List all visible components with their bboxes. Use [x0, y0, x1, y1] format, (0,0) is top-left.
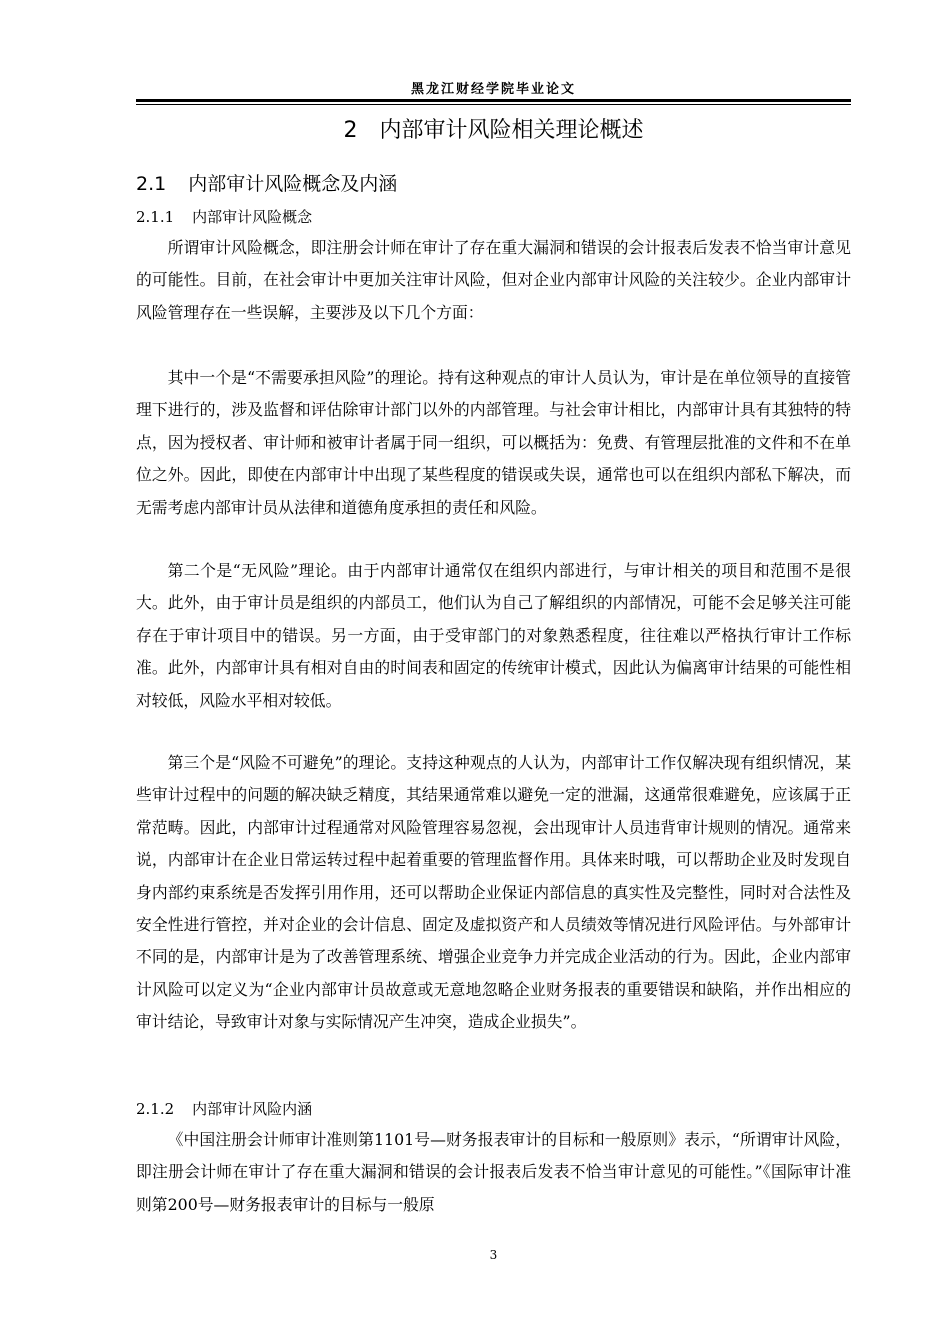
subsection-number: 2.1.1 — [136, 208, 175, 226]
header-rule-thin — [136, 104, 851, 105]
paragraph-no-risk-bearing-theory: 其中一个是“不需要承担风险”的理论。持有这种观点的审计人员认为，审计是在单位领导的直接管理下进行的，涉及监督和评估除审计部门以外的内部管理。与社会审计相比，内部审计具有其独特的特点，因为授权者、审计师和被审计者属于同一组织，可以概括为：免费、有管理层批准的文件和不在单位之外。因此，即使在内部审计中出现了某些程度的错误或失误，通常也可以在组织内部私下解决，而无需考虑内部审计员从法律和道德角度承担的责任和风险。 — [136, 368, 851, 517]
paragraph-audit-standards: 《中国注册会计师审计准则第1101号—财务报表审计的目标和一般原则》表示，“所谓审计风险，即注册会计师在审计了存在重大漏洞和错误的会计报表后发表不恰当审计意见的可能性。”《国际审计准则第200号—财务报表审计的目标与一般原 — [136, 1130, 851, 1214]
chapter-number: 2 — [343, 118, 358, 143]
subsection-title: 内部审计风险概念 — [192, 208, 313, 226]
section-heading-2-1 — [136, 170, 397, 198]
chapter-title: 内部审计风险相关理论概述 — [379, 118, 644, 143]
page-number: 3 — [489, 1248, 498, 1262]
header-rule-thick — [136, 99, 851, 102]
subsection-title: 内部审计风险内涵 — [192, 1100, 313, 1118]
running-header: 黑龙江财经学院毕业论文 — [410, 82, 576, 97]
subsection-number: 2.1.2 — [136, 1100, 175, 1118]
paragraph-risk-unavoidable-theory: 第三个是“风险不可避免”的理论。支持这种观点的人认为，内部审计工作仅解决现有组织情况，某些审计过程中的问题的解决缺乏精度，其结果通常难以避免一定的泄漏，这通常很难避免，应该属于正常范畴。因此，内部审计过程通常对风险管理容易忽视，会出现审计人员违背审计规则的情况。通常来说，内部审计在企业日常运转过程中起着重要的管理监督作用。具体来时哦，可以帮助企业及时发现自身内部约束系统是否发挥引用作用，还可以帮助企业保证内部信息的真实性及完整性，同时对合法性及安全性进行管控，并对企业的会计信息、固定及虚拟资产和人员绩效等情况进行风险评估。与外部审计不同的是，内部审计是为了改善管理系统、增强企业竞争力并完成企业活动的行为。因此，企业内部审计风险可以定义为“企业内部审计员故意或无意地忽略企业财务报表的重要错误和缺陷，并作出相应的审计结论，导致审计对象与实际情况产生冲突，造成企业损失”。 — [136, 753, 851, 1032]
subsection-heading-2-1-1 — [136, 206, 312, 228]
section-title: 内部审计风险概念及内涵 — [188, 173, 398, 195]
paragraph-risk-free-theory: 第二个是“无风险”理论。由于内部审计通常仅在组织内部进行，与审计相关的项目和范围不是很大。此外，由于审计员是组织的内部员工，他们认为自己了解组织的内部情况，可能不会足够关注可能存在于审计项目中的错误。另一方面，由于受审部门的对象熟悉程度，往往难以严格执行审计工作标准。此外，内部审计具有相对自由的时间表和固定的传统审计模式，因此认为偏离审计结果的可能性相对较低，风险水平相对较低。 — [136, 561, 851, 710]
subsection-heading-2-1-2 — [136, 1098, 312, 1120]
paragraph-audit-risk-concept: 所谓审计风险概念，即注册会计师在审计了存在重大漏洞和错误的会计报表后发表不恰当审计意见的可能性。目前，在社会审计中更加关注审计风险，但对企业内部审计风险的关注较少。企业内部审计风险管理存在一些误解，主要涉及以下几个方面： — [136, 238, 851, 322]
section-number: 2.1 — [136, 173, 167, 195]
chapter-heading — [136, 116, 851, 146]
